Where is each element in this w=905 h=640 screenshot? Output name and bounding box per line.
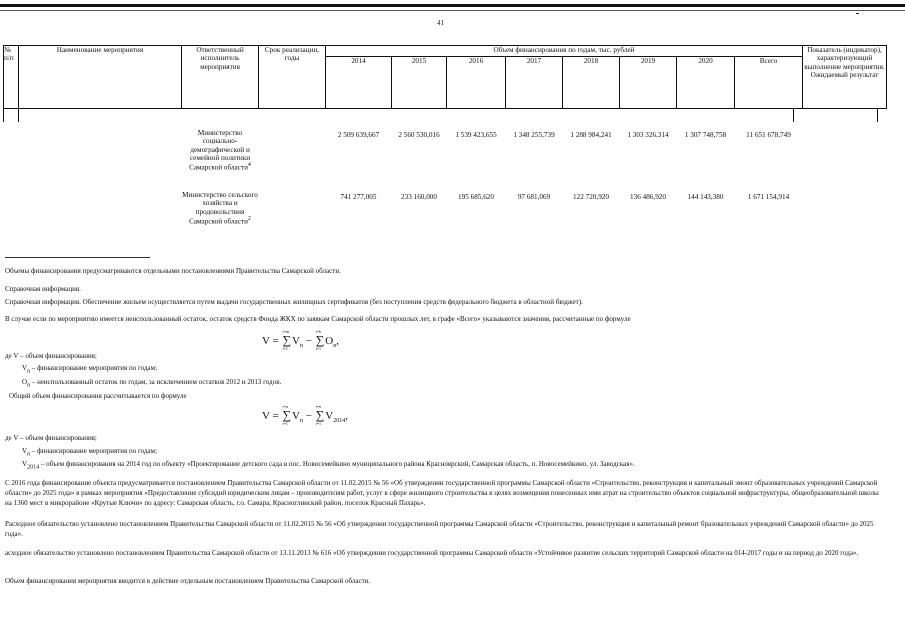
- value-cell: 1 348 255,739: [513, 131, 555, 139]
- value-cell: 2 560 530,016: [398, 131, 440, 139]
- note-text: де V – объем финансирования;: [5, 352, 97, 360]
- note-text: Объем финансирования мероприятия вводится в действие отдельным постановлением Правительства Самарской области.: [5, 577, 371, 585]
- note-text: Объемы финансирования предусматриваются отдельными постановлениями Правительства Самарской области.: [5, 267, 341, 275]
- year-header: 2017: [506, 57, 563, 109]
- value-cell: 144 143,380: [687, 193, 724, 201]
- year-header: 2014: [326, 57, 392, 109]
- col-name-header: Наименование мероприятия: [19, 46, 182, 109]
- note-text: Общий объем финансирования рассчитывается по формуле: [9, 392, 187, 400]
- value-cell: 136 486,920: [630, 193, 666, 201]
- table-row: [4, 191, 887, 241]
- year-header: 2016: [447, 57, 506, 109]
- table-border: [18, 108, 19, 122]
- note-text: $V_n$ – финансирование мероприятия по годам;: [22, 447, 158, 458]
- value-cell: 122 720,920: [573, 193, 609, 201]
- footnote-rule: [5, 257, 150, 258]
- note-text: Справочная информация.: [5, 285, 81, 293]
- header-rule-thin: [0, 10, 905, 11]
- value-cell: 1 539 423,655: [455, 131, 497, 139]
- value-cell: 1 307 748,758: [684, 131, 727, 139]
- sum-symbol: ∑ i=m i=1: [282, 329, 292, 351]
- table-border: [793, 108, 794, 122]
- value-cell: 195 685,620: [458, 193, 494, 201]
- table-row: [4, 109, 887, 130]
- col-funding-header: Объем финансирования по годам, тыс. рублей: [326, 46, 803, 57]
- value-cell: 97 681,069: [517, 193, 551, 201]
- year-header: 2020: [677, 57, 735, 109]
- col-indicator-header: Показатель (индикатор), характеризующий выполнение мероприятия. Ожидаемый результат: [803, 46, 887, 109]
- table-border-left: [3, 108, 4, 122]
- note-paragraph: С 2016 года финансирование объекта предусматривается постановлением Правительства Самарской области от 11.02.2015 № 56 «Об утверждении государственной программы Самарской области «Строительство, реконструкция и капитальный эмонт образовательных учреждений Самарской области» до 2025 года» в рамках мероприятия «Предоставление субсидий юридическим лицам – производителям работ, услуг в сфере жилищного строительства в целях возмещения понесенных ими атрат на строительство объектов социальной инфраструктуры, общеобразовательной школы на 1360 мест в микрорайоне «Крутые Ключи» по адресу: Самарская область, г.о. Самара, Красноглинский район, поселок Красный Пахарь».: [5, 479, 879, 508]
- note-text: де V – объем финансирования;: [5, 434, 97, 442]
- formula-1: V = ∑ i=m i=1 $V_n$ − ∑ i=k i=1 $O_n$,: [262, 329, 339, 351]
- executor-cell: Министерство социально-демографической и семейной политики Самарской области$^4$: [189, 129, 251, 172]
- value-cell: 1 288 984,241: [570, 131, 612, 139]
- table-row: [4, 129, 887, 191]
- year-header: 2015: [392, 57, 447, 109]
- table-border-right: [877, 108, 878, 122]
- note-text: $V_{2014}$ – объем финансирования на 2014 год по объекту «Проектирование детского сада в пос. Новосемейкино муниципального района Красноярский, Самарская область, п. Новосемейкино, ул. Заводская».: [22, 460, 635, 471]
- note-text: В случае если по мероприятию имеется неиспользованный остаток, остаток средств Фонда ЖКХ по заявкам Самарской области прошлых лет, в графе «Всего» указываются значения, рассчитанные по формуле: [5, 315, 631, 323]
- financing-table: [3, 45, 887, 241]
- col-period-header: Срок реализации, годы: [259, 46, 326, 109]
- note-paragraph: асходное обязательство установлено постановлением Правительства Самарской области от 13.11.2013 № 616 «Об утверждении государственной программы Самарской области «Устойчивое развитие сельских территорий Самарской области на 014-2017 годы и на период до 2020 года».: [5, 549, 859, 557]
- value-cell: 741 277,005: [340, 193, 377, 201]
- sum-symbol: ∑ i=k i=1: [315, 329, 325, 351]
- value-cell: 233 160,000: [401, 193, 437, 201]
- executor-cell: Министерство сельского хозяйства и продовольствия Самарской области$^2$: [182, 191, 258, 226]
- total-cell: 11 651 678,749: [746, 131, 791, 139]
- note-text: Справочная информация. Обеспечение жильем осуществляется путем выдачи государственных жилищных сертификатов (без поступления средств федерального бюджета в областной бюджет).: [5, 298, 583, 306]
- page-number: 41: [437, 19, 444, 27]
- year-header: 2019: [620, 57, 677, 109]
- margin-mark: [856, 13, 859, 14]
- header-rule: [0, 4, 905, 7]
- note-text: $O_n$ – неиспользованный остаток по годам, за исключением остатков 2012 и 2013 годов.: [22, 378, 282, 389]
- value-cell: 2 509 639,667: [337, 131, 380, 139]
- note-paragraph: Расходное обязательство установлено постановлением Правительства Самарской области от 11.02.2015 № 56 «Об утверждении государственной программы Самарской области «Строительство, реконструкция и капитальный ремонт бразовательных учреждений Самарской области» до 2025 года».: [5, 520, 874, 539]
- year-header: 2018: [563, 57, 620, 109]
- note-text: $V_n$ – финансирование мероприятия по годам;: [22, 364, 158, 375]
- total-header: Всего: [735, 57, 803, 109]
- col-executor-header: Ответственный исполнитель мероприятия: [182, 46, 259, 109]
- sum-symbol: ∑ i=n i=1: [282, 404, 292, 426]
- formula-2: V = ∑ i=n i=1 $V_n$ − ∑ i=n i=1 $V_{2014}$,: [262, 404, 348, 426]
- sum-symbol: ∑ i=n i=1: [315, 404, 325, 426]
- value-cell: 1 303 326,314: [627, 131, 669, 139]
- total-cell: 1 671 154,914: [747, 193, 790, 201]
- col-num-header: № п/п: [4, 46, 19, 109]
